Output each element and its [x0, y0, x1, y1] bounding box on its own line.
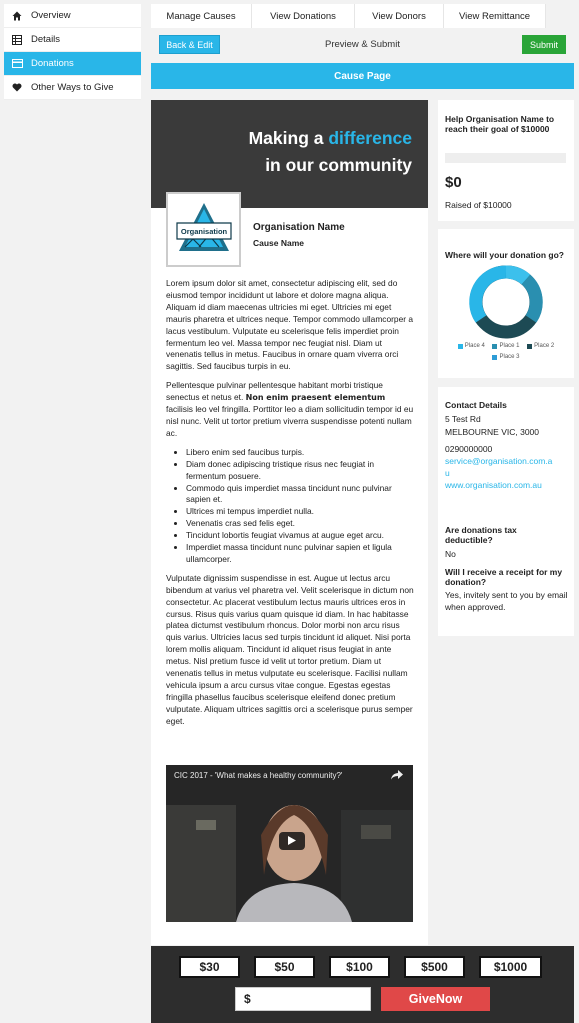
donation-bar — [151, 946, 574, 1023]
tax-question: Are donations tax deductible? — [445, 525, 517, 545]
list-item: • Imperdiet massa tincidunt nunc pulvinar sapien et ligula ullamcorper. — [186, 542, 414, 566]
list-item: • Commodo quis imperdiet massa tincidunt nunc pulvinar sapien et. — [186, 483, 414, 507]
text: facilisis leo vel fringilla. Porttitor leo a diam sollicitudin tempor id eu nisl nunc. Velit ut tortor pretium viverra suspendisse potenti nullam ac. — [166, 404, 414, 438]
goal-card — [438, 100, 574, 221]
bold-text: Non enim praesent elementum — [245, 393, 386, 403]
website-link[interactable]: www.organisation.com.au — [445, 480, 542, 490]
video-player[interactable] — [166, 765, 413, 922]
contact-card — [438, 387, 574, 636]
amount-100-button[interactable]: $100 — [329, 956, 390, 978]
sidebar-item-label: Other Ways to Give — [31, 82, 114, 93]
hero-line-1 — [249, 128, 412, 149]
sidebar-item-details[interactable] — [4, 28, 141, 52]
legend-label: Place 2 — [534, 343, 555, 349]
sidebar-item-label: Donations — [31, 58, 74, 69]
donut-segment-place-3 — [506, 272, 526, 280]
address-line-1: 5 Test Rd — [445, 414, 481, 424]
tax-answer: No — [445, 549, 456, 559]
email-link[interactable]: service@organisation.com.a — [445, 456, 553, 466]
share-icon[interactable] — [391, 770, 403, 782]
amount-500-button[interactable]: $500 — [404, 956, 465, 978]
amount-50-button[interactable]: $50 — [254, 956, 315, 978]
paragraph: Vulputate dignissim suspendisse in est. Augue ut lectus arcu bibendum at varius vel pharetra vel. Velit scelerisque in dictum non consectetur. Ac placerat vestibulum lectus mauris ultrices eros in cursus. Risus quis varius quam quisque id diam. In hac habitasse platea dictumst vestibulum rhoncus. Dolor morbi non arcu risus quis varius. Ultricies lacus sed turpis tincidunt id aliquet. Nisi porta lorem mollis aliquam. Tincidunt id aliquet risus feugiat in ante metus. Nisl pretium fusce id velit ut tortor pretium. Diam ut venenatis tellus in metus vulputate eu scelerisque. Facilisi nullam vehicula ipsum a arcu cursus vitae congue. Egestas egestas fringilla phasellus faucibus scelerisque eleifend donec pretium vulputate. Aliquam ultrices sagittis orci a scelerisque purus semper eget. — [166, 572, 414, 726]
sidebar-item-donations[interactable] — [4, 52, 141, 76]
donation-allocation-card — [438, 229, 574, 378]
raised-amount: $0 — [445, 174, 462, 191]
bullet-list — [186, 447, 414, 566]
donut-segment-place-1 — [526, 280, 536, 320]
tab-view-remittance[interactable]: View Remittance — [444, 4, 546, 28]
amount-30-button[interactable]: $30 — [179, 956, 240, 978]
receipt-question: Will I receive a receipt for my donation? — [445, 567, 563, 587]
table-icon — [11, 34, 23, 46]
text: Pellentesque pulvinar pellentesque habitant morbi tristique senectus et netus et. — [166, 380, 383, 403]
sidebar-item-overview[interactable] — [4, 4, 141, 28]
goal-progress-bar — [445, 153, 566, 163]
hero-line-2: in our community — [265, 155, 412, 175]
legend-swatch — [458, 344, 463, 349]
address-line-2: MELBOURNE VIC, 3000 — [445, 427, 540, 437]
video-title: CIC 2017 - 'What makes a healthy community?' — [174, 771, 343, 780]
organisation-logo — [166, 192, 241, 267]
email-link-continued[interactable]: u — [445, 468, 450, 478]
legend-label: Place 3 — [499, 354, 520, 360]
play-button[interactable] — [279, 832, 305, 850]
cause-page-banner: Cause Page — [151, 63, 574, 89]
cause-description — [166, 278, 414, 735]
allocation-heading: Where will your donation go? — [445, 250, 564, 260]
legend-item — [492, 343, 519, 349]
legend-item — [492, 354, 519, 360]
legend-swatch — [492, 344, 497, 349]
submit-button[interactable]: Submit — [522, 35, 566, 54]
legend-item — [527, 343, 554, 349]
give-now-button[interactable]: GiveNow — [381, 987, 490, 1011]
play-icon — [288, 836, 296, 847]
paragraph: Lorem ipsum dolor sit amet, consectetur adipiscing elit, sed do eiusmod tempor incididunt ut labore et dolore magna aliqua. Aliquam id diam maecenas ultricies mi eget. Ultricies mi eget mauris pharetra et ultrices neque. Tempor commodo ullamcorper a lacus vestibulum. Vulputate eu scelerisque felis imperdiet proin fermentum leo vel. Massa tempor nec feugiat nisl. Diam ut venenatis tellus in metus. Faucibus in ornare quam viverra orci sagittis. Sed faucibus turpis in eu. — [166, 278, 414, 372]
list-item: • Tincidunt lobortis feugiat vivamus at augue eget arcu. — [186, 530, 414, 542]
paragraph — [166, 380, 414, 440]
tab-manage-causes[interactable]: Manage Causes — [151, 4, 252, 28]
logo-text: Organisation — [180, 226, 227, 236]
sidebar-item-label: Overview — [31, 10, 71, 21]
legend-swatch — [527, 344, 532, 349]
allocation-legend-row-2 — [438, 354, 574, 362]
sidebar-item-label: Details — [31, 34, 61, 45]
home-icon — [11, 10, 23, 22]
card-icon — [11, 58, 23, 70]
legend-label: Place 1 — [499, 343, 520, 349]
legend-swatch — [492, 355, 497, 360]
list-item: • Ultrices mi tempus imperdiet nulla. — [186, 506, 414, 518]
phone-number: 0290000000 — [445, 444, 493, 454]
list-item: • Diam donec adipiscing tristique risus nec feugiat in fermentum posuere. — [186, 459, 414, 483]
back-edit-button[interactable]: Back & Edit — [159, 35, 220, 54]
raised-of-goal: Raised of $10000 — [445, 200, 512, 210]
page-title: Preview & Submit — [325, 39, 400, 50]
hero-highlight: difference — [328, 128, 412, 148]
hero-text: Making a — [248, 128, 329, 148]
donut-segment-place-4 — [476, 272, 506, 319]
tab-view-donations[interactable]: View Donations — [252, 4, 355, 28]
list-item: • Libero enim sed faucibus turpis. — [186, 447, 414, 459]
cause-content — [151, 100, 428, 945]
amount-1000-button[interactable]: $1000 — [479, 956, 542, 978]
legend-label: Place 4 — [464, 343, 485, 349]
organisation-name: Organisation Name — [253, 222, 345, 233]
custom-amount-input[interactable]: $ — [235, 987, 371, 1011]
legend-item — [458, 343, 485, 349]
action-bar — [151, 30, 574, 60]
tab-view-donors[interactable]: View Donors — [355, 4, 444, 28]
receipt-answer: Yes, invitely sent to you by email when approved. — [445, 590, 568, 612]
allocation-donut-chart — [468, 264, 544, 340]
heart-icon — [11, 82, 23, 94]
allocation-legend — [438, 343, 574, 351]
sidebar — [4, 4, 141, 100]
sidebar-item-other-ways-to-give[interactable] — [4, 76, 141, 100]
goal-heading: Help Organisation Name to reach their goal of $10000 — [445, 114, 555, 134]
contact-heading: Contact Details — [445, 400, 507, 410]
list-item: • Venenatis cras sed felis eget. — [186, 518, 414, 530]
top-tabs — [151, 4, 546, 28]
cause-name: Cause Name — [253, 238, 305, 248]
